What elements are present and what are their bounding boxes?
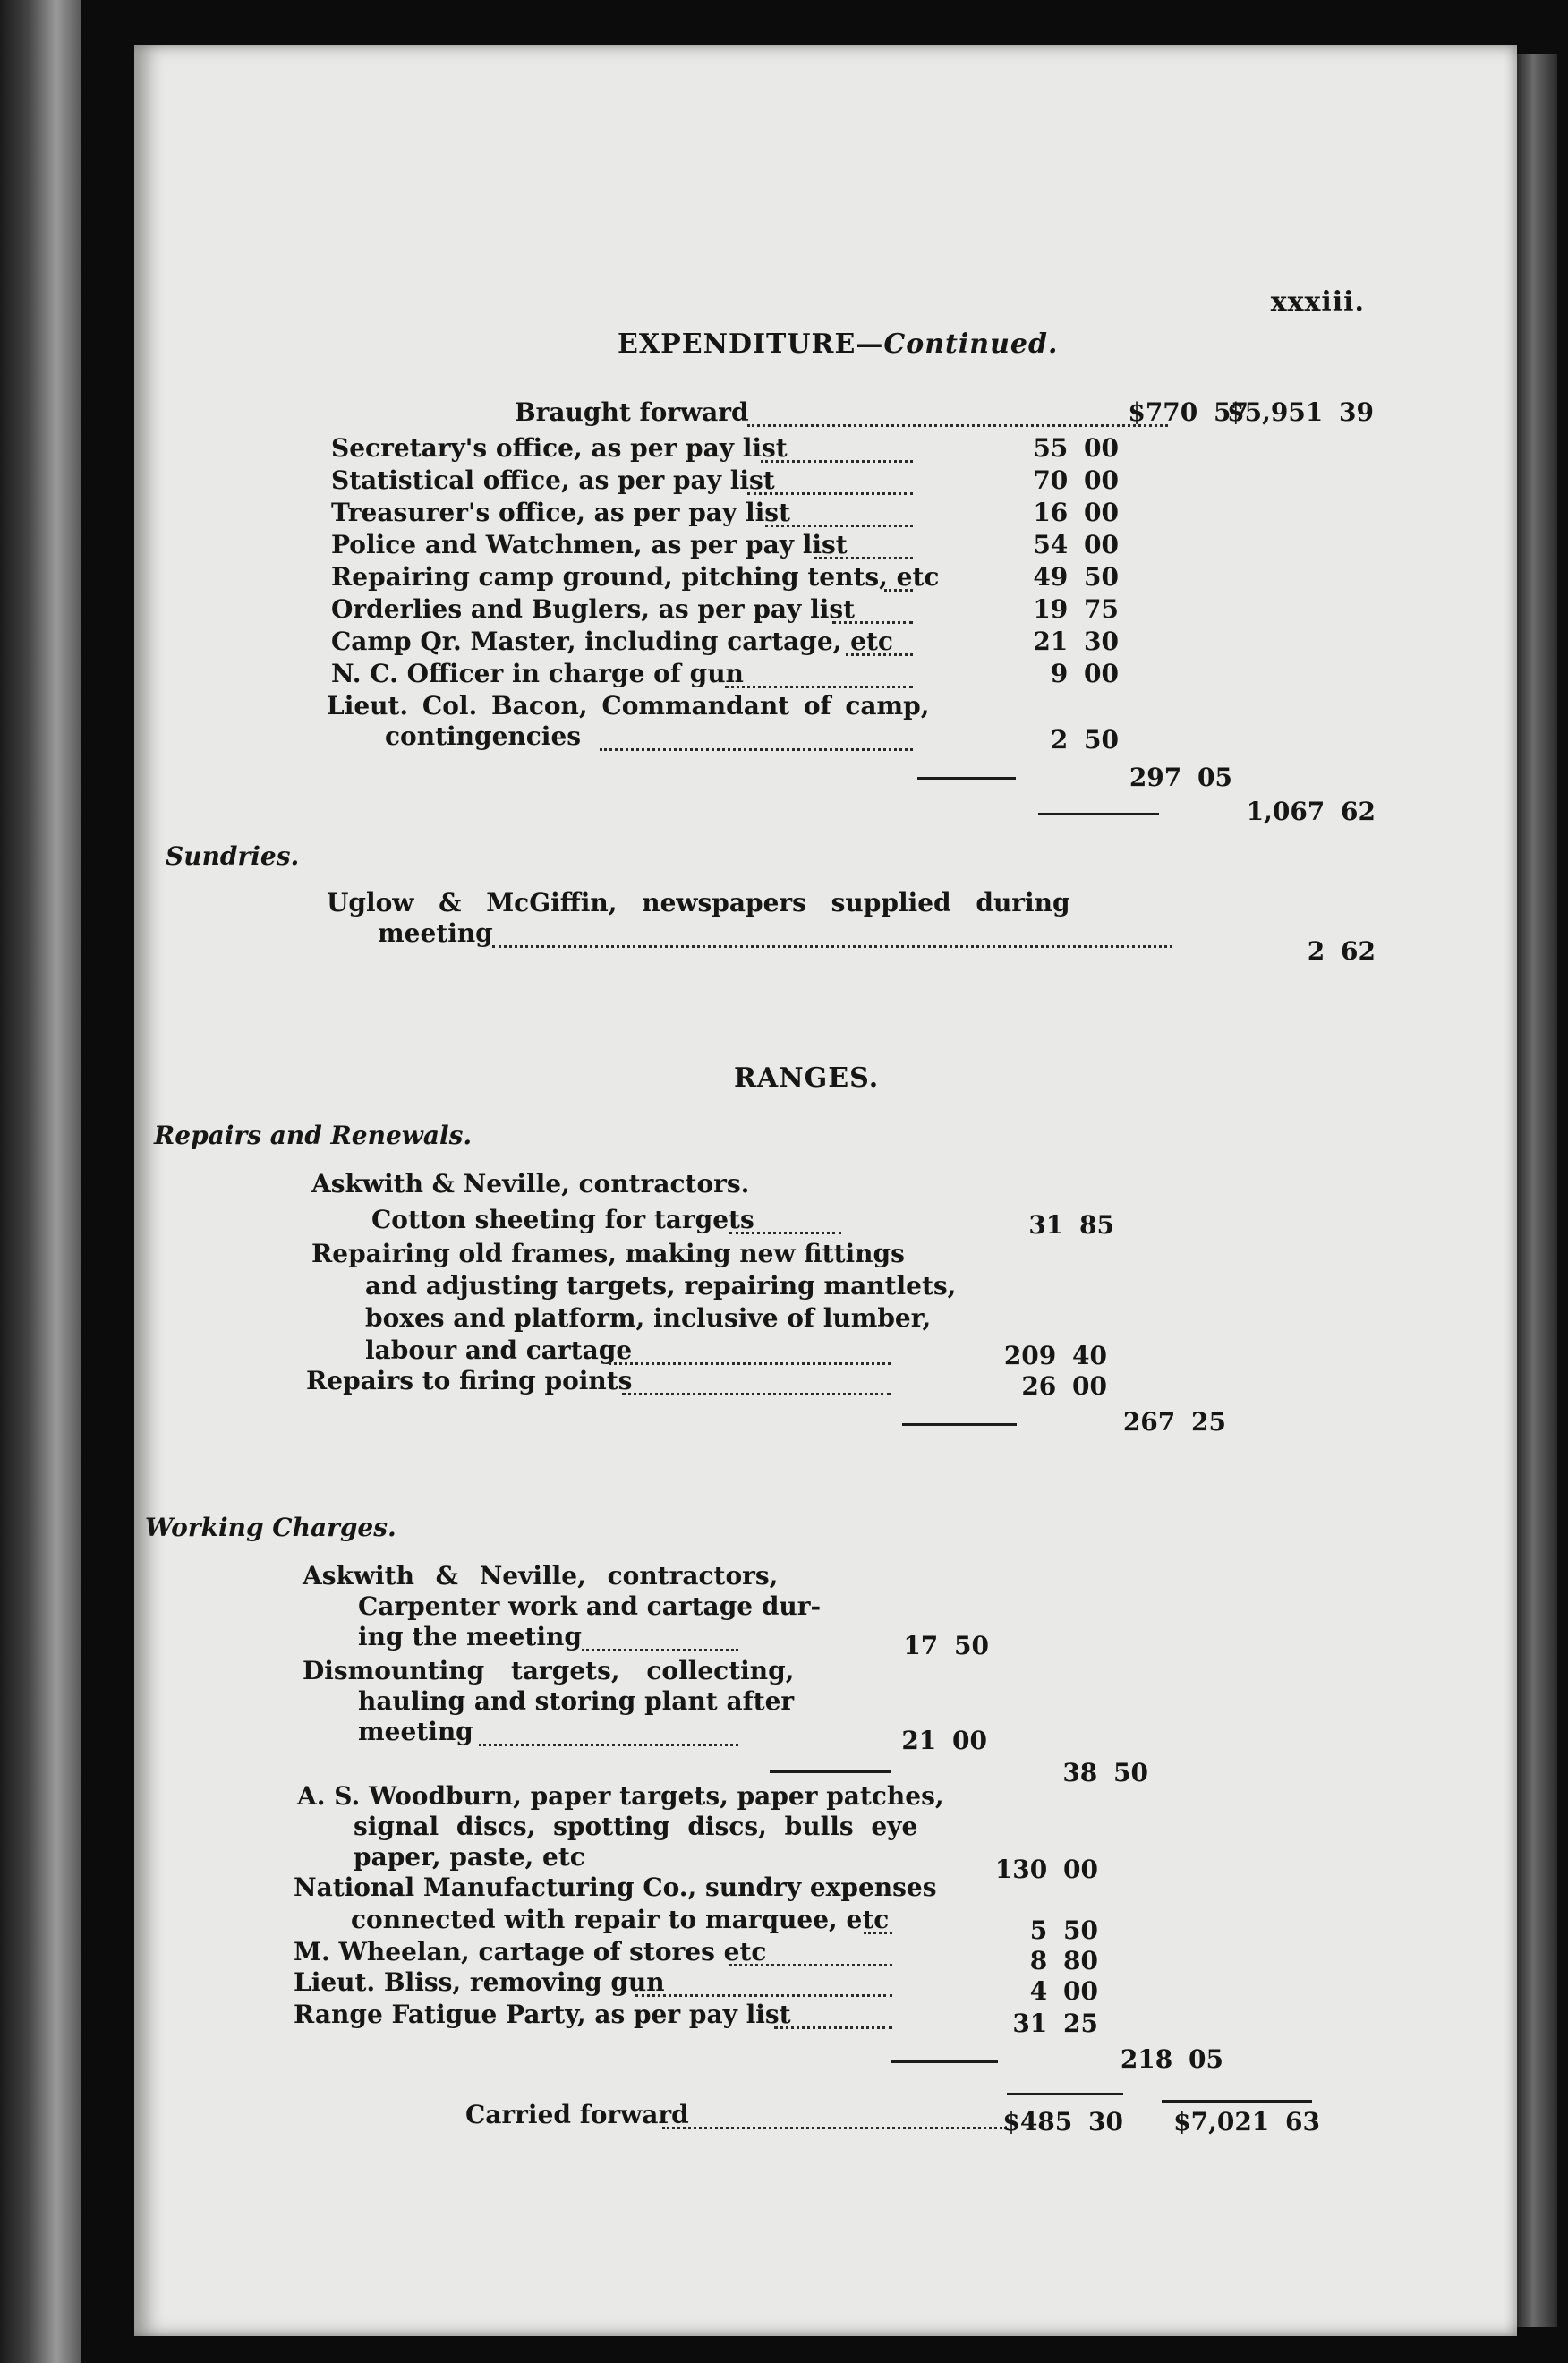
expense-amount: 16 00 (1033, 498, 1119, 527)
expense-label: signal discs, spotting discs, bulls eye (354, 1812, 918, 1841)
expense-label: Treasurer's office, as per pay list (331, 498, 790, 527)
expense-label: connected with repair to marquee, etc (351, 1905, 890, 1934)
expense-amount: 21 30 (1033, 627, 1119, 656)
expense-label: labour and cartage (365, 1335, 633, 1365)
ledger-page (134, 45, 1517, 2336)
expense-label: Camp Qr. Master, including cartage, etc (331, 627, 893, 656)
expense-amount: 9 00 (1050, 659, 1119, 688)
dot-leader (725, 686, 913, 688)
dot-leader (662, 2127, 1007, 2129)
expense-label: and adjusting targets, repairing mantlets, (365, 1271, 957, 1301)
page-number: xxxiii. (1270, 286, 1365, 318)
expense-amount: 31 85 (1028, 1210, 1114, 1240)
expense-label: boxes and platform, inclusive of lumber, (365, 1303, 932, 1333)
expense-label: M. Wheelan, cartage of stores etc (294, 1937, 767, 1966)
carried-forward-label: Carried forward (465, 2100, 689, 2129)
dot-leader (832, 621, 913, 624)
dot-leader (747, 424, 1168, 427)
book-edge-right (1517, 54, 1557, 2327)
page-title (618, 329, 1058, 360)
expense-label: Carpenter work and cartage dur- (358, 1591, 822, 1621)
dot-leader (609, 1362, 891, 1365)
subtotal-rule (1038, 813, 1159, 815)
section-heading-sundries: Sundries. (166, 841, 300, 871)
dot-leader (729, 1232, 841, 1234)
subtotal-rule (917, 777, 1016, 780)
carried-forward-col3: $485 30 (1002, 2107, 1123, 2137)
expense-label: Lieut. Bliss, removing gun (294, 1967, 665, 1997)
expense-label: Repairs to firing points (306, 1366, 633, 1395)
total-rule (1162, 2100, 1312, 2103)
dot-leader (774, 2026, 892, 2029)
section-heading-ranges: RANGES. (734, 1062, 880, 1094)
expense-label: Repairing camp ground, pitching tents, etc (331, 562, 940, 592)
expense-label: hauling and storing plant after (358, 1686, 795, 1716)
expense-label: meeting (358, 1717, 473, 1746)
expense-amount: 5 50 (1029, 1915, 1098, 1945)
page-title-main: EXPENDITURE— (618, 328, 884, 360)
expense-amount: 31 25 (1012, 2009, 1098, 2038)
contractor-subtotal: 38 50 (1062, 1758, 1148, 1787)
section-heading-working: Working Charges. (145, 1513, 396, 1542)
expense-amount: 21 00 (901, 1726, 987, 1755)
dot-leader (492, 945, 1172, 948)
expense-label: contingencies (385, 721, 582, 751)
working-total: 218 05 (1120, 2044, 1223, 2074)
brought-forward-col3: $770 57 (1128, 397, 1248, 427)
dot-leader (761, 460, 913, 463)
section-heading-repairs: Repairs and Renewals. (154, 1121, 473, 1150)
brought-forward-col4: $5,951 39 (1227, 397, 1374, 427)
expense-amount: 2 50 (1050, 725, 1119, 755)
staff-total: 1,067 62 (1246, 797, 1376, 826)
contractor-label: Askwith & Neville, contractors. (311, 1169, 750, 1199)
sundries-line: Uglow & McGiffin, newspapers supplied during (327, 888, 1070, 917)
expense-label: paper, paste, etc (354, 1842, 585, 1872)
subtotal-rule (902, 1423, 1017, 1426)
sundries-line: meeting (378, 918, 493, 948)
dot-leader (479, 1744, 738, 1746)
dot-leader (765, 525, 913, 527)
expense-amount: 130 00 (994, 1855, 1098, 1884)
dot-leader (747, 492, 913, 495)
expense-amount: 8 80 (1029, 1946, 1098, 1975)
dot-leader (600, 748, 913, 751)
expense-label: N. C. Officer in charge of gun (331, 659, 744, 688)
expense-amount: 70 00 (1033, 465, 1119, 495)
staff-subtotal: 297 05 (1129, 763, 1232, 792)
expense-amount: 209 40 (1003, 1341, 1107, 1370)
page-title-continued: Continued. (883, 328, 1059, 360)
dot-leader (884, 589, 913, 592)
dot-leader (729, 1964, 892, 1966)
expense-label: ing the meeting (358, 1622, 582, 1651)
sundries-amount: 2 62 (1307, 936, 1376, 966)
subtotal-rule (891, 2060, 998, 2063)
expense-amount: 54 00 (1033, 530, 1119, 559)
expense-amount: 19 75 (1033, 594, 1119, 624)
expense-amount: 17 50 (903, 1631, 989, 1660)
expense-label: Cotton sheeting for targets (371, 1205, 754, 1234)
expense-label: Dismounting targets, collecting, (303, 1656, 795, 1685)
book-gutter-left (0, 0, 81, 2363)
subtotal-rule (770, 1770, 891, 1773)
expense-amount: 26 00 (1021, 1371, 1107, 1401)
expense-label: Statistical office, as per pay list (331, 465, 775, 495)
expense-amount: 55 00 (1033, 433, 1119, 463)
expense-label: Orderlies and Buglers, as per pay list (331, 594, 856, 624)
dot-leader (582, 1649, 738, 1651)
expense-label: Secretary's office, as per pay list (331, 433, 788, 463)
dot-leader (864, 1932, 892, 1934)
repairs-total: 267 25 (1122, 1407, 1226, 1437)
dot-leader (635, 1994, 892, 1997)
total-rule (1007, 2093, 1123, 2095)
expense-label: Askwith & Neville, contractors, (303, 1561, 779, 1591)
brought-forward-label: Braught forward (515, 397, 749, 427)
expense-label: National Manufacturing Co., sundry expenses (294, 1872, 937, 1902)
expense-label: Lieut. Col. Bacon, Commandant of camp, (327, 691, 930, 721)
carried-forward-col4: $7,021 63 (1173, 2107, 1320, 2137)
dot-leader (814, 557, 913, 559)
expense-amount: 49 50 (1033, 562, 1119, 592)
dot-leader (622, 1393, 891, 1395)
expense-label: Repairing old frames, making new fittings (311, 1239, 905, 1268)
expense-label: Police and Watchmen, as per pay list (331, 530, 848, 559)
expense-label: Range Fatigue Party, as per pay list (294, 2000, 791, 2029)
dot-leader (846, 653, 913, 656)
expense-label: A. S. Woodburn, paper targets, paper patches, (297, 1781, 944, 1811)
expense-amount: 4 00 (1029, 1976, 1098, 2006)
